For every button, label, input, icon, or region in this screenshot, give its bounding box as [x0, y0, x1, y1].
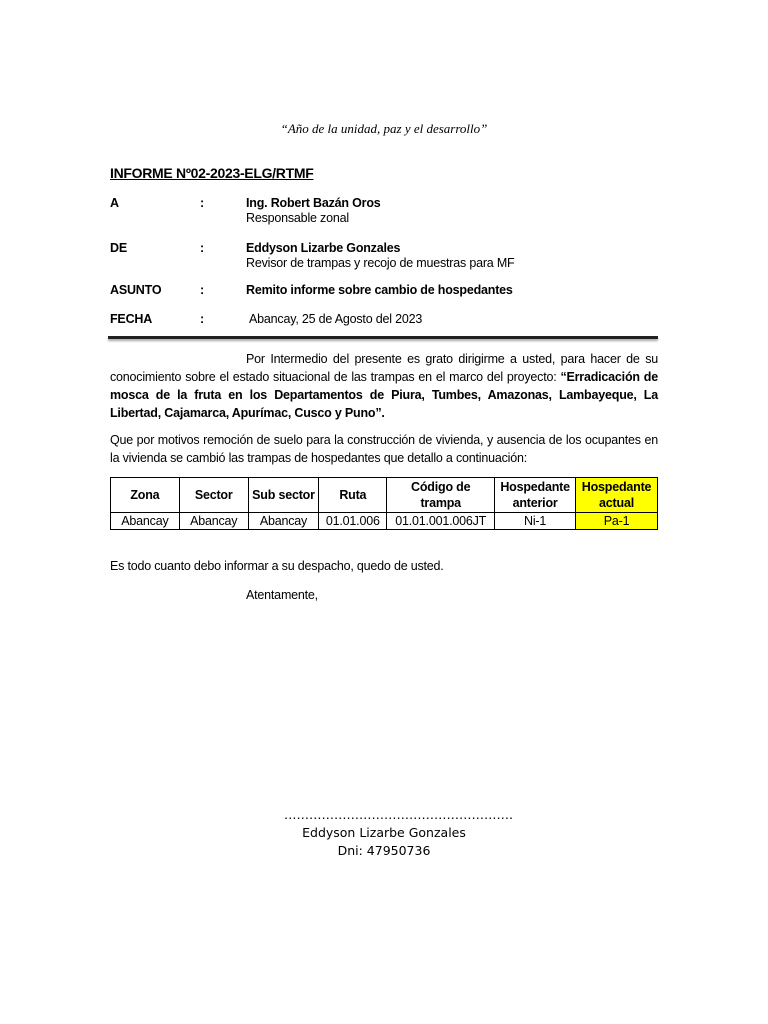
cell-zona: Abancay: [111, 513, 180, 530]
to-role: Responsable zonal: [246, 211, 349, 225]
table-row: [111, 513, 658, 530]
date-value: Abancay, 25 de Agosto del 2023: [249, 312, 423, 326]
paragraph-1-intro: Por Intermedio del presente es grato dirigirme a usted, para hacer de su conocimiento sobre el estado situacional de las trampas en el marco del proyecto:: [110, 352, 658, 384]
cell-actual: Pa-1: [576, 513, 658, 530]
to-value: [246, 196, 381, 225]
to-colon: :: [200, 196, 204, 210]
year-motto: “Año de la unidad, paz y el desarrollo”: [280, 121, 488, 136]
from-value: [246, 241, 514, 270]
signature-line: ……………………………………………….: [284, 807, 513, 822]
signer-dni: Dni: 47950736: [337, 843, 431, 858]
from-label: DE: [110, 241, 127, 255]
table-header-row: [111, 478, 658, 513]
col-subsector: Sub sector: [248, 478, 319, 513]
header-divider: [108, 336, 658, 339]
from-name: Eddyson Lizarbe Gonzales: [246, 241, 401, 255]
from-role: Revisor de trampas y recojo de muestras para MF: [246, 256, 515, 270]
col-ruta: Ruta: [319, 478, 387, 513]
subject-colon: :: [200, 283, 204, 297]
closing-text: Es todo cuanto debo informar a su despacho, quedo de usted.: [110, 559, 444, 573]
date-colon: :: [200, 312, 204, 326]
cell-anterior: Ni-1: [495, 513, 576, 530]
to-name: Ing. Robert Bazán Oros: [246, 196, 381, 210]
project-name: “Erradicación de mosca de la fruta en los Departamentos de Piura, Tumbes, Amazonas, Lambayeque, La Libertad, Cajamarca, Apurímac, Cusco y Puno”.: [110, 370, 658, 420]
cell-sector: Abancay: [179, 513, 248, 530]
body-paragraph-1: [110, 350, 658, 422]
col-zona: Zona: [111, 478, 180, 513]
trap-change-table: [110, 477, 658, 530]
signer-name: Eddyson Lizarbe Gonzales: [302, 825, 466, 840]
body-paragraph-2: Que por motivos remoción de suelo para la construcción de vivienda, y ausencia de los ocupantes en la vivienda se cambió las trampas de hospedantes que detallo a continuación:: [110, 433, 658, 465]
to-label: A: [110, 196, 119, 210]
cell-codigo: 01.01.001.006JT: [387, 513, 495, 530]
col-sector: Sector: [179, 478, 248, 513]
col-codigo: Código de trampa: [387, 478, 495, 513]
col-anterior: Hospedante anterior: [495, 478, 576, 513]
signature-block: [284, 806, 513, 860]
date-label: FECHA: [110, 312, 153, 326]
cell-subsector: Abancay: [248, 513, 319, 530]
col-actual: Hospedante actual: [576, 478, 658, 513]
report-title: INFORME Nº02-2023-ELG/RTMF: [110, 165, 314, 181]
subject-label: ASUNTO: [110, 283, 162, 297]
from-colon: :: [200, 241, 204, 255]
regards-text: Atentamente,: [246, 588, 318, 602]
subject-value: Remito informe sobre cambio de hospedantes: [246, 283, 513, 297]
cell-ruta: 01.01.006: [319, 513, 387, 530]
